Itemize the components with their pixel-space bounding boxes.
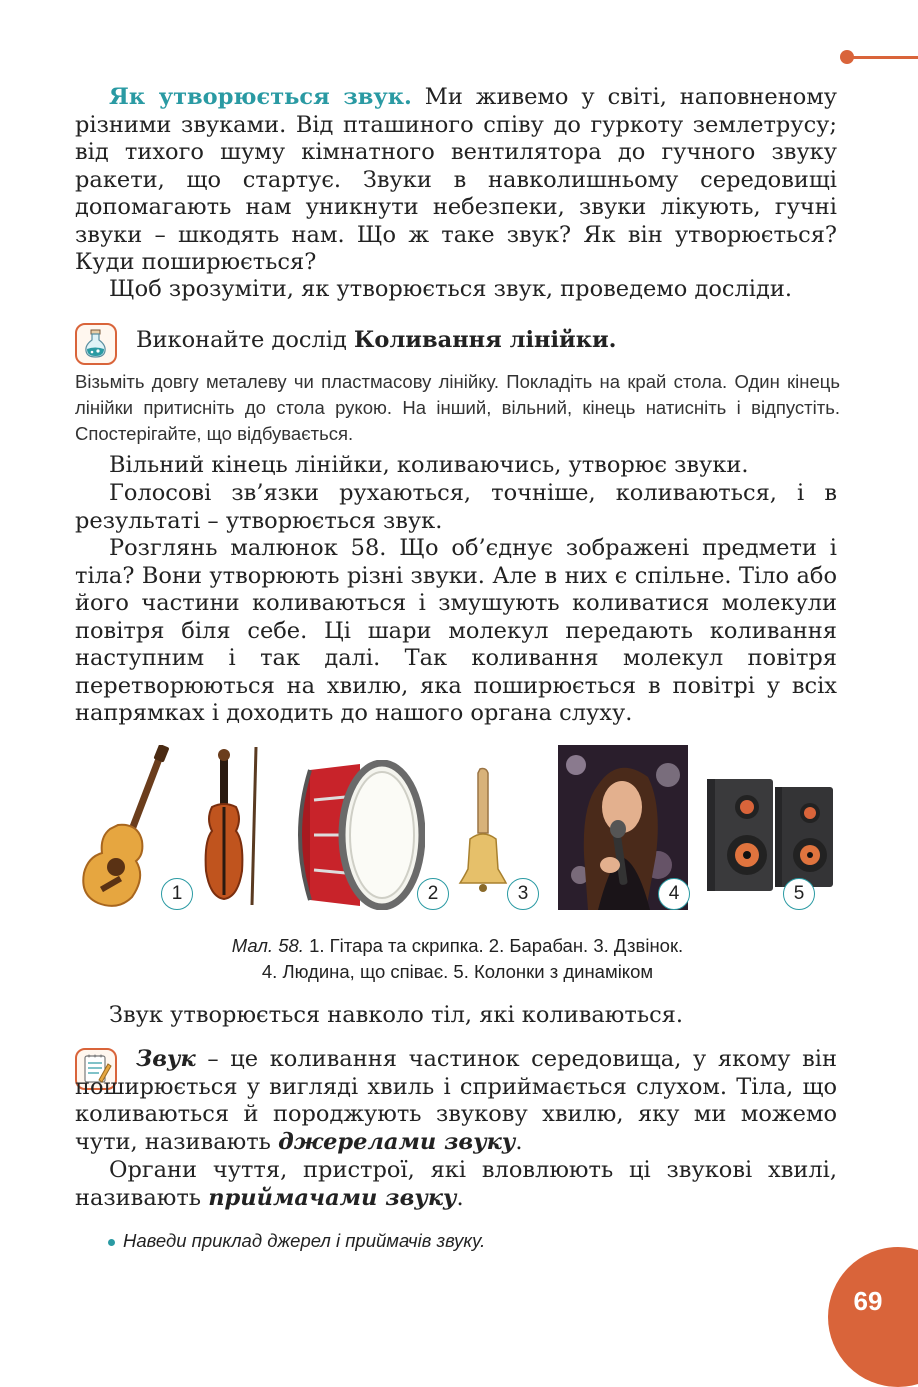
term-sound: Звук (136, 1046, 196, 1072)
flask-icon (75, 323, 117, 365)
intro-paragraph: Як утворюється звук. Ми живемо у світі, наповненому різними звуками. Від пташиного співу до гуркоту землетрусу; від тихого шуму кімнатного вентилятора до гучного звуку ракети, що стартує. Звуки в навколишньому середовищі допомагають нам уникнути небезпеки, звуки лікують, гучні звуки – шкодять нам. Що ж таке звук? Як він утворюється? Куди поширюється? (75, 84, 838, 275)
violin-image (198, 745, 268, 910)
bullet-icon (108, 1239, 115, 1246)
experiment-instructions: Візьміть довгу металеву чи пластмасову лінійку. Покладіть на край стола. Один кінець лінійки притисніть до стола рукою. На інший, вільний, кінець натисніть і відпустіть. Спостерігайте, що відбувається. (75, 371, 840, 444)
task-item: Наведи приклад джерел і приймачів звуку. (108, 1228, 808, 1254)
page-corner (828, 1247, 918, 1387)
page-number: 69 (853, 1286, 883, 1316)
paragraph-figure-discussion: Розглянь малюнок 58. Що об’єднує зображені предмети і тіла? Вони утворюють різні звуки. Але в них є спільне. Тіло або його частини коливаються і змушують коливатися молекули повітря біля себе. Ці шари молекул передають коливання наступним і так далі. Так коливання молекул повітря перетворюються на хвилю, яка поширюється в повітрі у всіх напрямках і доходить до нашого органа слуху. (75, 535, 837, 726)
section-heading: Як утворюється звук. (109, 84, 412, 110)
paragraph-experiments: Щоб зрозуміти, як утворюється звук, проведемо досліди. (109, 276, 792, 302)
top-decoration (840, 50, 918, 64)
guitar-image (80, 745, 170, 910)
paragraph-ruler: Вільний кінець лінійки, коливаючись, утворює звуки. (109, 452, 749, 478)
definition-paragraph: Звук – це коливання частинок середовища, у якому він поширюється у вигляді хвиль і сприймається слухом. Тіла, що коливаються й породжують звукову хвилю, яку ми можемо чути, називають джерелами звуку. (75, 1046, 837, 1155)
figure-number-2: 2 (417, 878, 449, 910)
speakers-image (705, 775, 835, 895)
figure-number-4: 4 (658, 878, 690, 910)
bell-image (458, 765, 508, 895)
term-sources: джерелами звуку (278, 1128, 516, 1155)
figure-caption: Мал. 58. 1. Гітара та скрипка. 2. Барабан. 3. Дзвінок. 4. Людина, що співає. 5. Колонки з динаміком (231, 935, 684, 982)
figure-number-5: 5 (783, 878, 815, 910)
paragraph-conclusion: Звук утворюється навколо тіл, які коливаються. (109, 1002, 684, 1028)
receivers-paragraph: Органи чуття, пристрої, які вловлюють ці звукові хвилі, називають приймачами звуку. (75, 1157, 837, 1211)
figure-number-3: 3 (507, 878, 539, 910)
drum-image (290, 760, 425, 910)
figure-number-1: 1 (161, 878, 193, 910)
term-receivers: приймачами звуку (208, 1184, 457, 1211)
paragraph-vocal-cords: Голосові зв’язки рухаються, точніше, коливаються, і в результаті – утворюється звук. (75, 480, 837, 534)
experiment-title: Виконайте дослід Коливання лінійки. (136, 327, 617, 353)
